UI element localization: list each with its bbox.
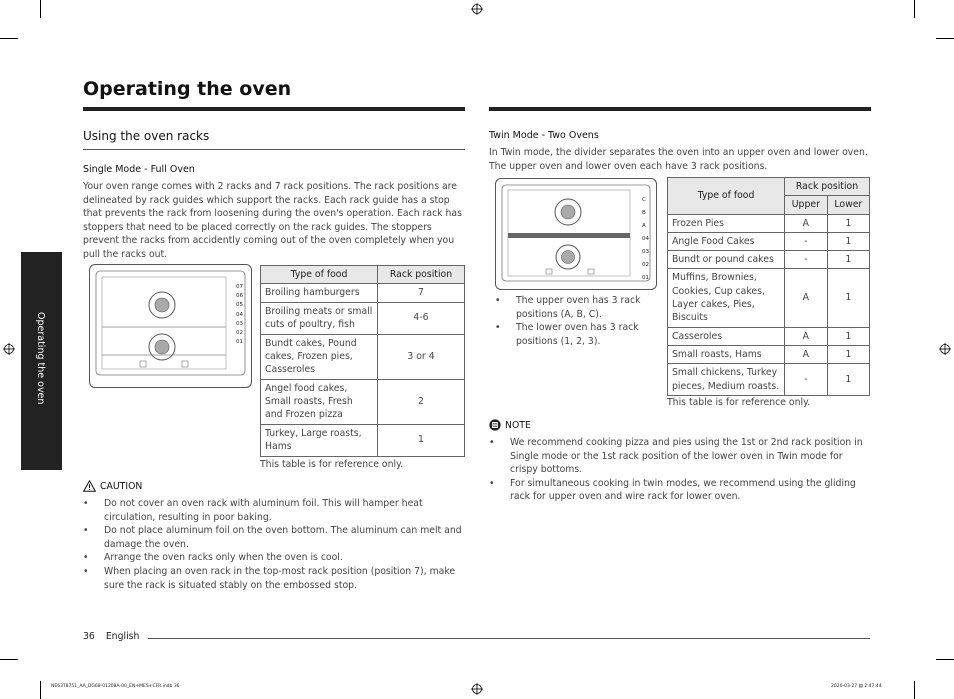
caution-heading [83,480,142,492]
crop-mark [914,681,915,699]
footer-language: English [105,631,140,642]
rack-label: 03 [236,320,243,327]
food-cell: Frozen Pies [668,214,785,232]
lower-cell: 1 [827,232,869,250]
table-row [261,424,465,456]
list-item: • Arrange the oven racks only when the oven is cool. [83,551,465,565]
table-row [668,251,870,269]
note-heading [489,419,531,431]
table-header-row [668,178,870,196]
food-cell: Muffins, Brownies, Cookies, Cup cakes, Layer cakes, Pies, Biscuits [668,269,785,327]
lower-cell: 1 [827,214,869,232]
rack-label: 06 [236,293,243,300]
food-cell: Bundt cakes, Pound cakes, Frozen pies, Casseroles [261,334,378,379]
page-title: Operating the oven [83,78,292,100]
rack-label: C [642,197,646,203]
list-item: • For simultaneous cooking in twin modes, we recommend using the gliding rack for upper oven and wire rack for lower oven. [489,477,871,504]
footer [83,631,139,642]
twin-oven-cavity-icon [496,179,656,289]
single-oven-diagram [89,264,252,388]
rack-cell: 2 [378,379,465,424]
table-row [261,334,465,379]
header-upper: Upper [785,196,828,214]
crop-mark [40,0,41,18]
rack-label: 02 [236,330,243,337]
note-label: NOTE [505,419,531,431]
food-cell: Angle Food Cakes [668,232,785,250]
lower-cell: 1 [827,364,869,396]
lower-cell: 1 [827,345,869,363]
rack-label: 04 [642,236,649,242]
warning-icon [83,480,96,492]
list-item: • Do not cover an oven rack with aluminum foil. This will hamper heat circulation, resulting in poor baking. [83,497,465,524]
list-item: • Do not place aluminum foil on the oven bottom. The aluminum can melt and damage the oven. [83,524,465,551]
title-rule-left [83,107,465,111]
crop-mark [936,659,954,660]
lower-cell: 1 [827,251,869,269]
single-mode-table [260,265,465,457]
rack-label: A [642,223,646,229]
rack-label: 05 [236,302,243,309]
rack-label: 02 [642,262,649,268]
table-row [668,269,870,327]
crop-mark [0,659,18,660]
food-cell: Turkey, Large roasts, Hams [261,424,378,456]
oven-cavity-icon [90,265,251,387]
print-info-right: 2020-03-27 ▤ 2:47:44 [831,684,882,689]
single-mode-body: Your oven range comes with 2 racks and 7 rack positions. The rack positions are delineated by rack guides which support the racks. Each rack guide has a stop that prevents the rack from loosening during the oven's operation. Each rack has stoppers that need to be placed correctly on the rack guides. The stoppers prevent the racks from accidently coming out of the oven completely when you pull the racks out. [83,181,462,260]
registration-mark-icon [471,683,483,695]
title-rule-right [489,107,871,111]
registration-mark-icon [471,3,483,15]
single-table-note: This table is for reference only. [260,459,404,470]
table-row [261,302,465,334]
note-list [489,436,871,504]
food-cell: Broiling meats or small cuts of poultry, fish [261,302,378,334]
crop-mark [0,38,18,39]
note-icon [489,419,501,431]
twin-mode-table [667,177,870,396]
upper-cell: - [785,364,828,396]
rack-cell: 4-6 [378,302,465,334]
rack-label: 03 [642,249,649,255]
table-row [668,345,870,363]
side-tab [21,252,62,470]
crop-mark [40,681,41,699]
food-cell: Angel food cakes, Small roasts, Fresh and Frozen pizza [261,379,378,424]
food-cell: Broiling hamburgers [261,284,378,302]
header-food: Type of food [668,178,785,215]
twin-mode-bullets [495,294,655,348]
twin-mode-body: In Twin mode, the divider separates the oven into an upper oven and lower oven. The upper oven and lower oven each have 3 rack positions. [489,147,868,172]
table-row [668,327,870,345]
rack-cell: 7 [378,284,465,302]
side-tab-label: Operating the oven [35,312,46,405]
upper-cell: - [785,251,828,269]
table-row [261,379,465,424]
food-cell: Bundt or pound cakes [668,251,785,269]
upper-cell: A [785,269,828,327]
section-title: Using the oven racks [83,129,210,143]
twin-table-note: This table is for reference only. [667,397,811,408]
header-rack: Rack position [785,178,870,196]
list-item: • The lower oven has 3 rack positions (1, 2, 3). [495,321,655,348]
print-info-left: NE63T8751_AA_DG68-01208A-00_EN+MES+CFR.indb 36 [51,684,180,689]
header-rack: Rack position [378,266,465,284]
crop-mark [914,0,915,18]
rack-label: 01 [236,339,243,346]
header-lower: Lower [827,196,869,214]
twin-mode-title: Twin Mode - Two Ovens [489,130,599,141]
food-cell: Small roasts, Hams [668,345,785,363]
caution-list [83,497,465,592]
table-row [261,284,465,302]
twin-rack-labels [642,194,656,285]
table-row [668,214,870,232]
rack-label: 01 [642,275,649,281]
rack-label: 07 [236,284,243,290]
rack-label: B [642,210,646,216]
header-food: Type of food [261,266,378,284]
crop-mark [936,38,954,39]
rack-cell: 1 [378,424,465,456]
lower-cell: 1 [827,327,869,345]
single-mode-title: Single Mode - Full Oven [83,164,195,175]
upper-cell: A [785,345,828,363]
registration-mark-icon [3,343,15,355]
upper-cell: A [785,327,828,345]
rack-label: 04 [236,311,243,318]
upper-cell: - [785,232,828,250]
table-row [668,232,870,250]
caution-label: CAUTION [100,480,143,492]
registration-mark-icon [939,343,951,355]
food-cell: Small chickens, Turkey pieces, Medium roasts. [668,364,785,396]
page-number: 36 [83,631,95,642]
list-item: • When placing an oven rack in the top-most rack position (position 7), make sure the rack is situated stably on the embossed stop. [83,565,465,592]
rack-cell: 3 or 4 [378,334,465,379]
footer-rule [148,638,870,639]
single-rack-labels [236,283,250,347]
list-item: • We recommend cooking pizza and pies using the 1st or 2nd rack position in Single mode or the 1st rack position of the lower oven in Twin mode for crispy bottoms. [489,436,871,477]
table-header-row [261,266,465,284]
lower-cell: 1 [827,269,869,327]
table-row [668,364,870,396]
list-item: • The upper oven has 3 rack positions (A, B, C). [495,294,655,321]
food-cell: Casseroles [668,327,785,345]
upper-cell: A [785,214,828,232]
section-rule [83,149,465,150]
twin-oven-diagram [495,178,657,290]
